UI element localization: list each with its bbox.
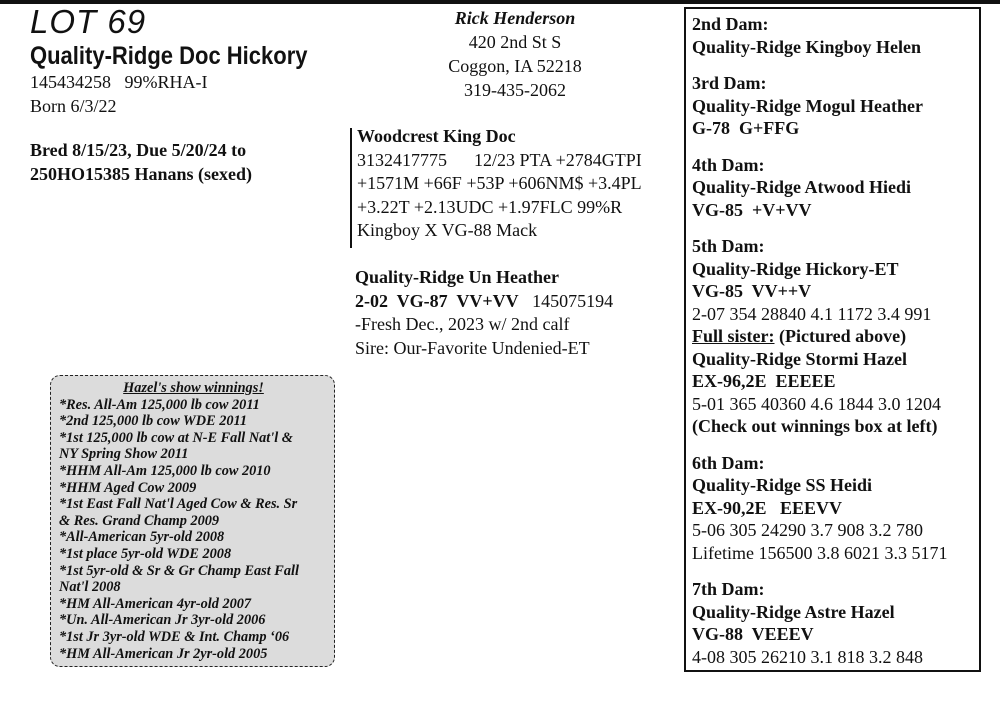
winnings-item: & Res. Grand Champ 2009 bbox=[59, 512, 220, 529]
dam-3-section bbox=[692, 72, 979, 140]
full-sister-line bbox=[692, 325, 979, 348]
dam-sire: Sire: Our-Favorite Undenied-ET bbox=[355, 337, 590, 358]
winnings-title: Hazel's show winnings! bbox=[123, 380, 264, 396]
sister-record: 5-01 365 40360 4.6 1844 3.0 1204 bbox=[692, 393, 941, 414]
dam-record: 5-06 305 24290 3.7 908 3.2 780 bbox=[692, 520, 923, 540]
dam-label: 3rd Dam: bbox=[692, 73, 767, 93]
winnings-item: *HM All-American 4yr-old 2007 bbox=[59, 595, 252, 612]
full-sister-label: Full sister: bbox=[692, 326, 775, 346]
owner-address bbox=[420, 6, 610, 102]
dam-name: Quality-Ridge Un Heather bbox=[355, 267, 559, 287]
rha-percent: 99%RHA-I bbox=[124, 72, 208, 92]
winnings-item: *1st East Fall Nat'l Aged Cow & Res. Sr bbox=[59, 496, 298, 513]
show-winnings-box bbox=[50, 375, 335, 667]
lot-number: LOT 69 bbox=[30, 3, 147, 40]
sire-name: Woodcrest King Doc bbox=[357, 126, 516, 146]
winnings-item: *Un. All-American Jr 3yr-old 2006 bbox=[59, 612, 266, 629]
dam-label: 7th Dam: bbox=[692, 579, 765, 599]
sister-name: Quality-Ridge Stormi Hazel bbox=[692, 348, 907, 369]
sister-note: (Check out winnings box at left) bbox=[692, 416, 938, 436]
dam-score: 2-02 VG-87 VV+VV bbox=[355, 290, 519, 311]
dam-5-section bbox=[692, 235, 979, 438]
winnings-item: *HHM All-Am 125,000 lb cow 2010 bbox=[59, 462, 271, 479]
sire-proof-line: +1571M +66F +53P +606NM$ +3.4PL bbox=[357, 173, 642, 193]
sire-bracket-rule bbox=[350, 128, 352, 248]
bred-line-2: 250HO15385 Hanans (sexed) bbox=[30, 164, 253, 184]
dam-reg: 145075194 bbox=[532, 290, 614, 311]
dam-name: Quality-Ridge Atwood Hiedi bbox=[692, 177, 912, 197]
sister-score: EX-96,2E EEEEE bbox=[692, 371, 836, 391]
winnings-item: *All-American 5yr-old 2008 bbox=[59, 529, 225, 546]
owner-name: Rick Henderson bbox=[454, 8, 576, 28]
winnings-item: *HHM Aged Cow 2009 bbox=[59, 479, 197, 496]
dam-7-section bbox=[692, 578, 979, 668]
winnings-item: *2nd 125,000 lb cow WDE 2011 bbox=[59, 413, 248, 430]
top-rule bbox=[0, 0, 1000, 4]
bred-line-1: Bred 8/15/23, Due 5/20/24 to bbox=[30, 140, 247, 160]
owner-phone: 319-435-2062 bbox=[464, 80, 566, 100]
sire-proof-line: +3.22T +2.13UDC +1.97FLC 99%R bbox=[357, 196, 623, 217]
winnings-item: *1st Jr 3yr-old WDE & Int. Champ ‘06 bbox=[59, 628, 290, 645]
dam-name: Quality-Ridge Mogul Heather bbox=[692, 95, 923, 116]
dam-4-section bbox=[692, 154, 979, 222]
winnings-item: *1st 5yr-old & Sr & Gr Champ East Fall bbox=[59, 562, 299, 579]
dam-score-line bbox=[355, 290, 613, 314]
winnings-item: *HM All-American Jr 2yr-old 2005 bbox=[59, 645, 268, 662]
dam-name: Quality-Ridge SS Heidi bbox=[692, 475, 873, 495]
dam-score: VG-85 +V+VV bbox=[692, 199, 812, 220]
registration-line bbox=[30, 72, 208, 93]
dam-label: 4th Dam: bbox=[692, 154, 765, 175]
pedigree-box bbox=[684, 7, 981, 672]
owner-street: 420 2nd St S bbox=[468, 32, 562, 52]
dam-2-section bbox=[692, 13, 979, 58]
dam-name: Quality-Ridge Hickory-ET bbox=[692, 258, 899, 279]
sire-block bbox=[357, 125, 642, 243]
dam-record: 4-08 305 26210 3.1 818 3.2 848 bbox=[692, 646, 923, 667]
dam-block bbox=[355, 266, 613, 360]
dam-score: EX-90,2E EEEVV bbox=[692, 497, 843, 518]
owner-city: Coggon, IA 52218 bbox=[448, 56, 582, 76]
full-sister-note: (Pictured above) bbox=[774, 326, 907, 346]
dam-label: 5th Dam: bbox=[692, 236, 765, 256]
sire-pedigree: Kingboy X VG-88 Mack bbox=[357, 220, 538, 240]
breeding-info bbox=[30, 138, 252, 186]
dam-score: VG-88 VEEEV bbox=[692, 624, 814, 644]
dam-name: Quality-Ridge Astre Hazel bbox=[692, 601, 895, 622]
dam-label: 6th Dam: bbox=[692, 452, 765, 473]
registration-number: 145434258 bbox=[30, 72, 111, 92]
dam-score: VG-85 VV++V bbox=[692, 281, 812, 301]
sire-proof-line: 3132417775 12/23 PTA +2784GTPI bbox=[357, 149, 642, 170]
winnings-item: *Res. All-Am 125,000 lb cow 2011 bbox=[59, 396, 260, 413]
winnings-item: *1st 125,000 lb cow at N-E Fall Nat'l & bbox=[59, 429, 293, 446]
winnings-item: NY Spring Show 2011 bbox=[59, 446, 189, 463]
dam-name: Quality-Ridge Kingboy Helen bbox=[692, 36, 922, 57]
dam-score: G-78 G+FFG bbox=[692, 118, 800, 138]
dam-lifetime: Lifetime 156500 3.8 6021 3.3 5171 bbox=[692, 542, 948, 563]
winnings-item: Nat'l 2008 bbox=[59, 579, 121, 596]
born-date: Born 6/3/22 bbox=[30, 96, 117, 116]
dam-fresh: -Fresh Dec., 2023 w/ 2nd calf bbox=[355, 314, 570, 334]
dam-6-section bbox=[692, 452, 979, 565]
dam-label: 2nd Dam: bbox=[692, 14, 769, 34]
cow-name: Quality-Ridge Doc Hickory bbox=[30, 42, 308, 70]
dam-record: 2-07 354 28840 4.1 1172 3.4 991 bbox=[692, 303, 932, 324]
winnings-item: *1st place 5yr-old WDE 2008 bbox=[59, 545, 232, 562]
